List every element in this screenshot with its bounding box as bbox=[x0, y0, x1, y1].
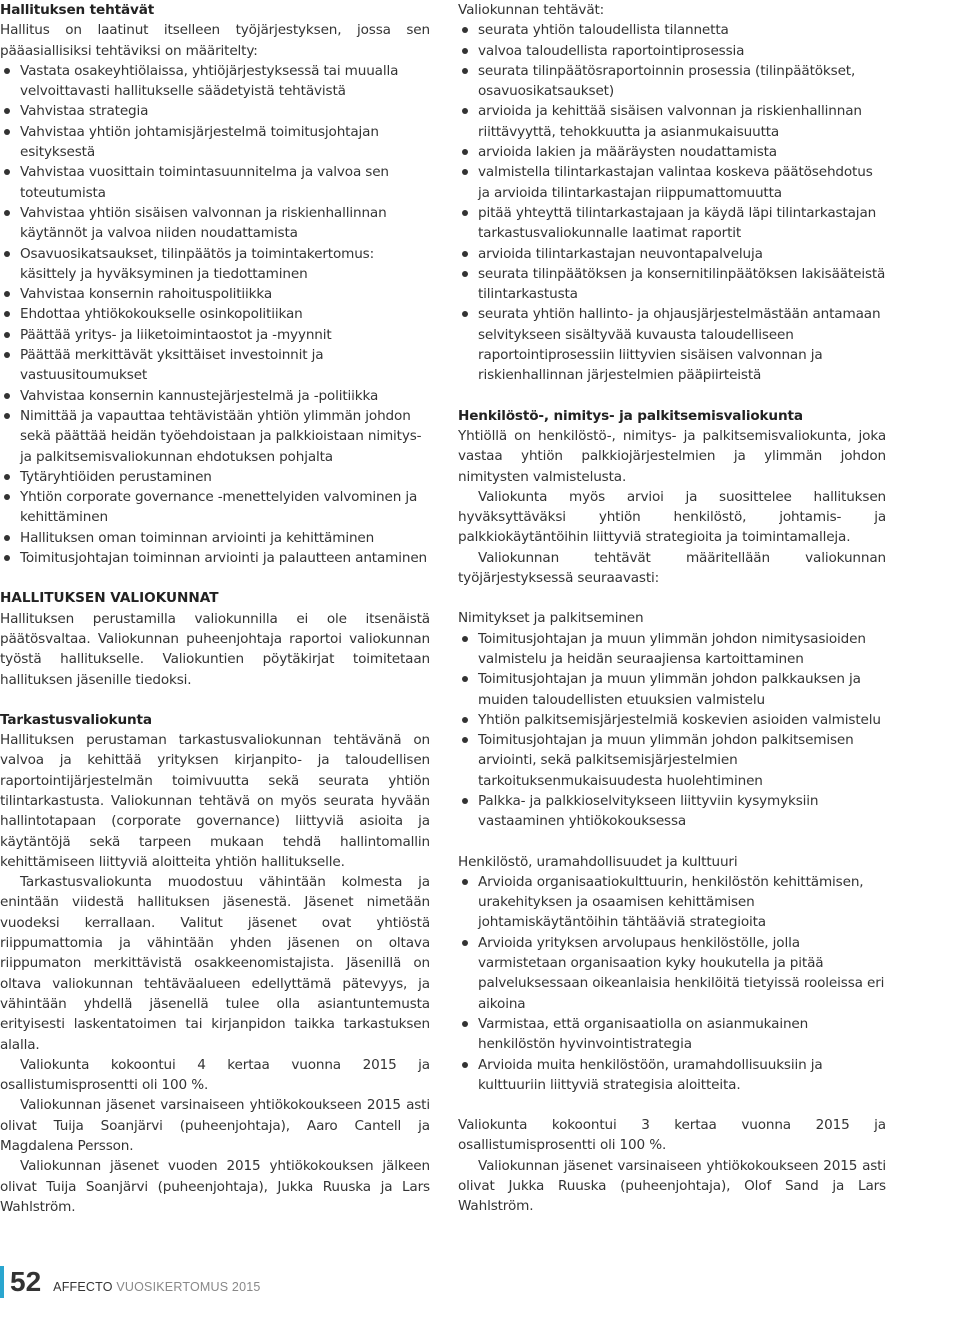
hr-paragraph-4: Valiokunta kokoontui 3 kertaa vuonna 2015 ja osallistumisprosentti oli 100 %. bbox=[458, 1117, 886, 1154]
list-item: Nimittää ja vapauttaa tehtävistään yhtiön ylimmän johdon sekä päättää heidän työehdoistaan ja palkkioistaan nimitys- ja palkitsemisvaliokunnan ehdotuksen pohjalta bbox=[0, 406, 430, 467]
page-footer bbox=[0, 1262, 261, 1302]
hr-paragraph-5: Valiokunnan jäsenet varsinaiseen yhtiökokoukseen 2015 asti olivat Jukka Ruuska (puheenjohtaja), Olof Sand ja Lars Wahlström. bbox=[458, 1157, 886, 1215]
list-item: Arvioida muita henkilöstöön, uramahdollisuuksiin ja kulttuuriin liittyviä strategisia aloitteita. bbox=[458, 1055, 886, 1096]
page-number: 52 bbox=[0, 1266, 41, 1298]
list-item: Päättää merkittävät yksittäiset investoinnit ja vastuusitoumukset bbox=[0, 345, 430, 386]
hr-paragraph-2: Valiokunta myös arvioi ja suosittelee hallituksen hyväksyttäväksi yhtiön henkilöstö, johtamis- ja palkkiokäytäntöihin liittyviä strategioita ja toimintamalleja. bbox=[458, 488, 886, 546]
list-item: Hallituksen oman toiminnan arviointi ja kehittäminen bbox=[0, 528, 430, 548]
list-item: Vahvistaa yhtiön johtamisjärjestelmä toimitusjohtajan esityksestä bbox=[0, 122, 430, 163]
list-item: valvoa taloudellista raportointiprosessia bbox=[458, 41, 886, 61]
staff-heading: Henkilöstö, uramahdollisuudet ja kulttuuri bbox=[458, 853, 738, 870]
list-item: arvioida ja kehittää sisäisen valvonnan ja riskienhallinnan riittävyyttä, tehokkuutta ja asianmukaisuutta bbox=[458, 101, 886, 142]
list-item: Ehdottaa yhtiökokoukselle osinkopolitiikan bbox=[0, 304, 430, 324]
list-item: arvioida tilintarkastajan neuvontapalveluja bbox=[458, 244, 886, 264]
list-item: Vahvistaa konsernin rahoituspolitiikka bbox=[0, 284, 430, 304]
committee-duties-list bbox=[458, 20, 886, 385]
list-item: arvioida lakien ja määräysten noudattamista bbox=[458, 142, 886, 162]
hr-paragraph-1: Yhtiöllä on henkilöstö-, nimitys- ja palkitsemisvaliokunta, joka vastaa yhtiön palkkiojärjestelmien ja ylimmän johdon nimitysten valmistelusta. bbox=[458, 427, 886, 485]
list-item: Vahvistaa konsernin kannustejärjestelmä ja -politiikka bbox=[0, 386, 430, 406]
committee-duties-heading: Valiokunnan tehtävät: bbox=[458, 2, 605, 18]
list-item: Tytäryhtiöiden perustaminen bbox=[0, 467, 430, 487]
list-item: Toimitusjohtajan ja muun ylimmän johdon nimitysasioiden valmistelu ja heidän seuraajiensa kartoittaminen bbox=[458, 629, 886, 670]
list-item: Toimitusjohtajan ja muun ylimmän johdon palkkauksen ja muiden taloudellisten etuuksien valmistelu bbox=[458, 669, 886, 710]
list-item: seurata tilinpäätöksen ja konsernitilinpäätöksen lakisääteistä tilintarkastusta bbox=[458, 264, 886, 305]
brand-name: AFFECTO bbox=[53, 1280, 113, 1294]
staff-list bbox=[458, 872, 886, 1095]
list-item: Osavuosikatsaukset, tilinpäätös ja toimintakertomus: käsittely ja hyväksyminen ja tiedottaminen bbox=[0, 244, 430, 285]
audit-paragraph-5: Valiokunnan jäsenet vuoden 2015 yhtiökokouksen jälkeen olivat Tuija Soanjärvi (puheenjohtaja), Jukka Ruuska ja Lars Wahlström. bbox=[0, 1158, 430, 1215]
list-item: Toimitusjohtajan ja muun ylimmän johdon palkitsemisen arviointi, sekä palkitsemisjärjestelmien tarkoituksenmukaisuudesta huolehtiminen bbox=[458, 730, 886, 791]
footer-brand bbox=[53, 1280, 260, 1294]
list-item: Vastata osakeyhtiölaissa, yhtiöjärjestyksessä tai muualla velvoittavasti hallitukselle säädetyistä tehtävistä bbox=[0, 61, 430, 102]
audit-paragraph-3: Valiokunta kokoontui 4 kertaa vuonna 2015 ja osallistumisprosentti oli 100 %. bbox=[0, 1056, 430, 1094]
audit-paragraph-1: Hallituksen perustaman tarkastusvaliokunnan tehtävänä on valvoa ja kehittää yrityksen kirjanpito- ja taloudellisen raportointijärjestelmän toimivuutta sekä seurata yhtiön tilintarkastusta. Valiokunnan tehtävä on myös seurata hyvään hallintotapaan (corporate governance) liittyviä asioita ja käytäntöjä sekä tarpeen mukaan tehdä hallintomallin kehittämiseen liittyviä aloitteita yhtiön hallitukselle. bbox=[0, 732, 430, 870]
list-item: seurata yhtiön taloudellista tilannetta bbox=[458, 20, 886, 40]
audit-paragraph-4: Valiokunnan jäsenet varsinaiseen yhtiökokoukseen 2015 asti olivat Tuija Soanjärvi (puheenjohtaja), Aaro Cantell ja Magdalena Persson. bbox=[0, 1097, 430, 1155]
list-item: seurata yhtiön hallinto- ja ohjausjärjestelmästään antamaan selvitykseen sisältyvää kuvausta taloudelliseen raportointiprosessiin liittyvien sisäisen valvonnan ja riskienhallinnan järjestelmien pääpiirteistä bbox=[458, 304, 886, 385]
list-item: pitää yhteyttä tilintarkastajaan ja käydä läpi tilintarkastajan tarkastusvaliokunnalle laatimat raportit bbox=[458, 203, 886, 244]
list-item: Vahvistaa yhtiön sisäisen valvonnan ja riskienhallinnan käytännöt ja valvoa niiden noudattamista bbox=[0, 203, 430, 244]
list-item: seurata tilinpäätösraportoinnin prosessia (tilinpäätökset, osavuosikatsaukset) bbox=[458, 61, 886, 102]
list-item: Palkka- ja palkkioselvitykseen liittyviin kysymyksiin vastaaminen yhtiökokouksessa bbox=[458, 791, 886, 832]
nominations-heading: Nimitykset ja palkitseminen bbox=[458, 610, 644, 627]
list-item: Yhtiön corporate governance -menettelyiden valvominen ja kehittäminen bbox=[0, 487, 430, 528]
list-item: Päättää yritys- ja liiketoimintaostot ja -myynnit bbox=[0, 325, 430, 345]
list-item: Arvioida yrityksen arvolupaus henkilöstölle, jolla varmistetaan organisaation kyky houkutella ja pitää palveluksessaan oikeanlaisia henkilöitä tietyissä rooleissa eri aikoina bbox=[458, 933, 886, 1014]
board-duties-heading: Hallituksen tehtävät bbox=[0, 2, 155, 18]
left-column bbox=[0, 0, 430, 1217]
list-item: Varmistaa, että organisaatiolla on asianmukainen henkilöstön hyvinvointistrategia bbox=[458, 1014, 886, 1055]
right-column bbox=[458, 0, 886, 1217]
list-item: Yhtiön palkitsemisjärjestelmiä koskevien asioiden valmistelu bbox=[458, 710, 886, 730]
board-duties-list bbox=[0, 61, 430, 568]
hr-committee-heading: Henkilöstö-, nimitys- ja palkitsemisvaliokunta bbox=[458, 407, 803, 424]
list-item: Vahvistaa vuosittain toimintasuunnitelma ja valvoa sen toteutumista bbox=[0, 162, 430, 203]
list-item: Vahvistaa strategia bbox=[0, 101, 430, 121]
report-title: VUOSIKERTOMUS 2015 bbox=[116, 1280, 261, 1294]
nominations-list bbox=[458, 629, 886, 832]
list-item: valmistella tilintarkastajan valintaa koskeva päätösehdotus ja arvioida tilintarkastajan riippumattomuutta bbox=[458, 162, 886, 203]
hr-paragraph-3: Valiokunnan tehtävät määritellään valiokunnan työjärjestyksessä seuraavasti: bbox=[458, 549, 886, 587]
committees-heading: HALLITUKSEN VALIOKUNNAT bbox=[0, 590, 219, 607]
audit-paragraph-2: Tarkastusvaliokunta muodostuu vähintään kolmesta ja enintään viidestä hallituksen jäsenestä. Jäsenet nimetään vuodeksi kerrallaan. Valitut jäsenet ovat yhtiöstä riippumattomia ja vähintään yhden jäsenen on oltava riippumaton merkittävistä osakkeenomistajista. Jäsenillä on oltava valiokunnan tehtäväalueen edellyttämä pätevyys, ja vähintään yhdellä jäsenellä tulee olla asiantuntemusta erityisesti laskentatoimen tai kirjanpidon taikka tarkastuksen alalla. bbox=[0, 874, 430, 1053]
board-duties-intro: Hallitus on laatinut itselleen työjärjestyksen, jossa sen pääasiallisiksi tehtäviksi on määritelty: bbox=[0, 22, 430, 59]
audit-committee-heading: Tarkastusvaliokunta bbox=[0, 711, 152, 728]
committees-paragraph: Hallituksen perustamilla valiokunnilla ei ole itsenäistä päätösvaltaa. Valiokunnan puheenjohtaja raportoi valiokunnan työstä hallitukselle. Valiokuntien pöytäkirjat toimitetaan hallituksen jäsenille tiedoksi. bbox=[0, 610, 430, 688]
list-item: Toimitusjohtajan toiminnan arviointi ja palautteen antaminen bbox=[0, 548, 430, 568]
list-item: Arvioida organisaatiokulttuurin, henkilöstön kehittämisen, urakehityksen ja osaamisen kehittämisen johtamiskäytäntöihin tähtääviä strategioita bbox=[458, 872, 886, 933]
